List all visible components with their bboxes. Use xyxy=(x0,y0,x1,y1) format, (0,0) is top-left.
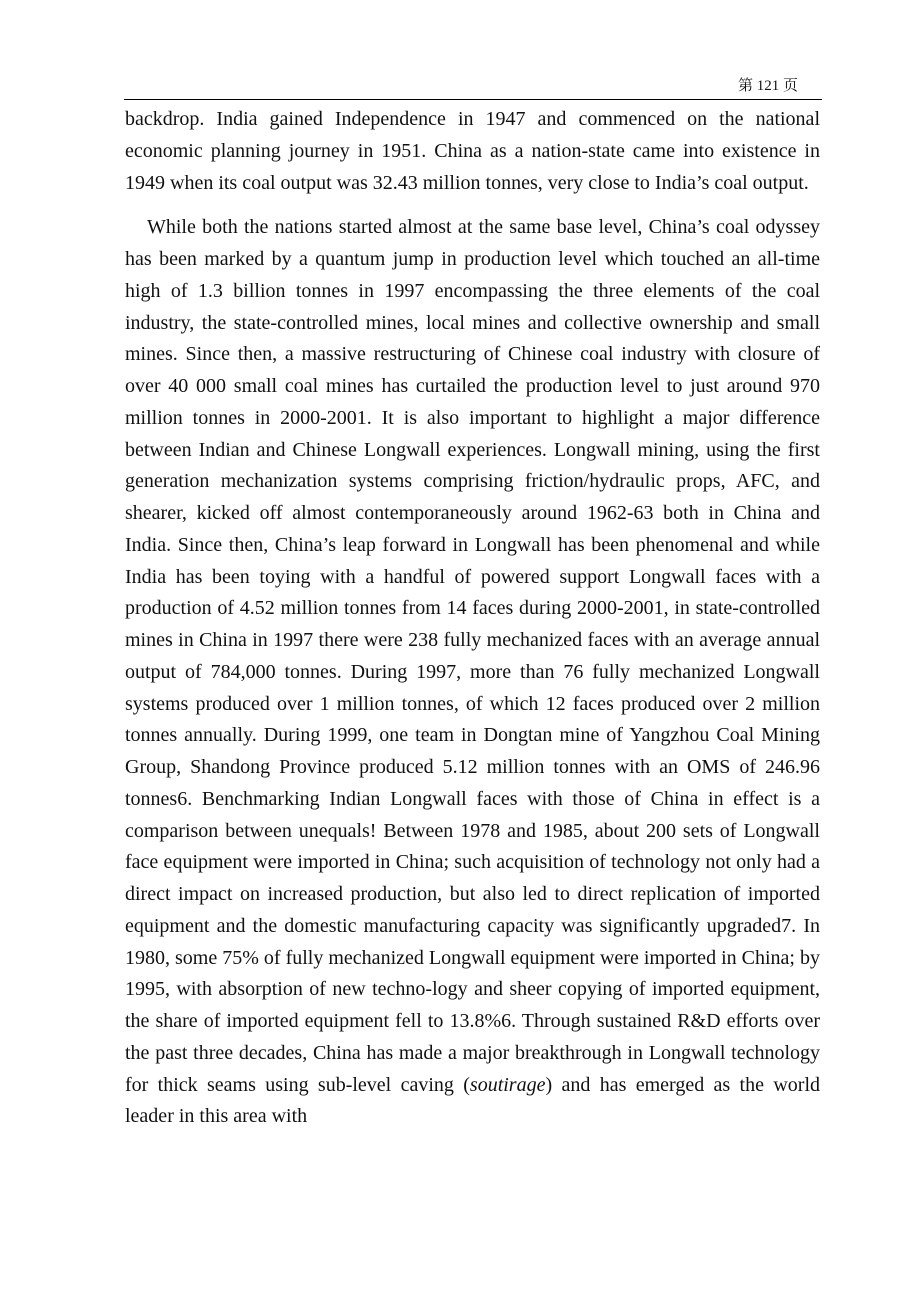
paragraph-1: backdrop. India gained Independence in 1947 and commenced on the national economic planning journey in 1951. China as a nation-state came into existence in 1949 when its coal output was 32.43 million tonnes, very close to India’s coal output. xyxy=(125,108,820,194)
paragraph-2 xyxy=(125,212,820,1133)
page-header xyxy=(124,74,822,100)
document-body xyxy=(125,104,820,1133)
page-number: 第 121 页 xyxy=(737,78,798,94)
soutirage-term: soutirage xyxy=(469,1073,546,1096)
paragraph-2-tail-text: ) and has emerged as the world leader in this area with xyxy=(125,1073,821,1128)
paragraph-2-main-text: While both the nations started almost at the same base level, China’s coal odyssey has been marked by a quantum jump in production level which touched an all-time high of 1.3 billion tonnes in 1997 encompassing the three elements of the coal industry, the state-controlled mines, local mines and collective ownership and small mines. Since then, a massive restructuring of Chinese coal industry with closure of over 40 000 small coal mines has curtailed the production level to just around 970 million tonnes in 2000-2001. It is also important to highlight a major difference between Indian and Chinese Longwall experiences. Longwall mining, using the first generation mechanization systems comprising friction/hydraulic props, AFC, and shearer, kicked off almost contemporaneously around 1962-63 both in China and India. Since then, China’s leap forward in Longwall has been phenomenal and while India has been toying with a handful of powered support Longwall faces with a production of 4.52 million tonnes from 14 faces during 2000-2001, in state-controlled mines in China in 1997 there were 238 fully mechanized faces with an average annual output of 784,000 tonnes. During 1997, more than 76 fully mechanized Longwall systems produced over 1 million tonnes, of which 12 faces produced over 2 million tonnes annually. During 1999, one team in Dongtan mine of Yangzhou Coal Mining Group, Shandong Province produced 5.12 million tonnes with an OMS of 246.96 tonnes6. Benchmarking Indian Longwall faces with those of China in effect is a comparison between unequals! Between 1978 and 1985, about 200 sets of Longwall face equipment were imported in China; such acquisition of technology not only had a direct impact on increased production, but also led to direct replication of imported equipment and the domestic manufacturing capacity was significantly upgraded7. In 1980, some 75% of fully mechanized Longwall equipment were imported in China; by 1995, with absorption of new techno-logy and sheer copying of imported equipment, the share of imported equipment fell to 13.8%6. Through sustained R&D efforts over the past three decades, China has made a major breakthrough in Longwall technology for thick seams using sub-level caving ( xyxy=(125,216,820,1096)
